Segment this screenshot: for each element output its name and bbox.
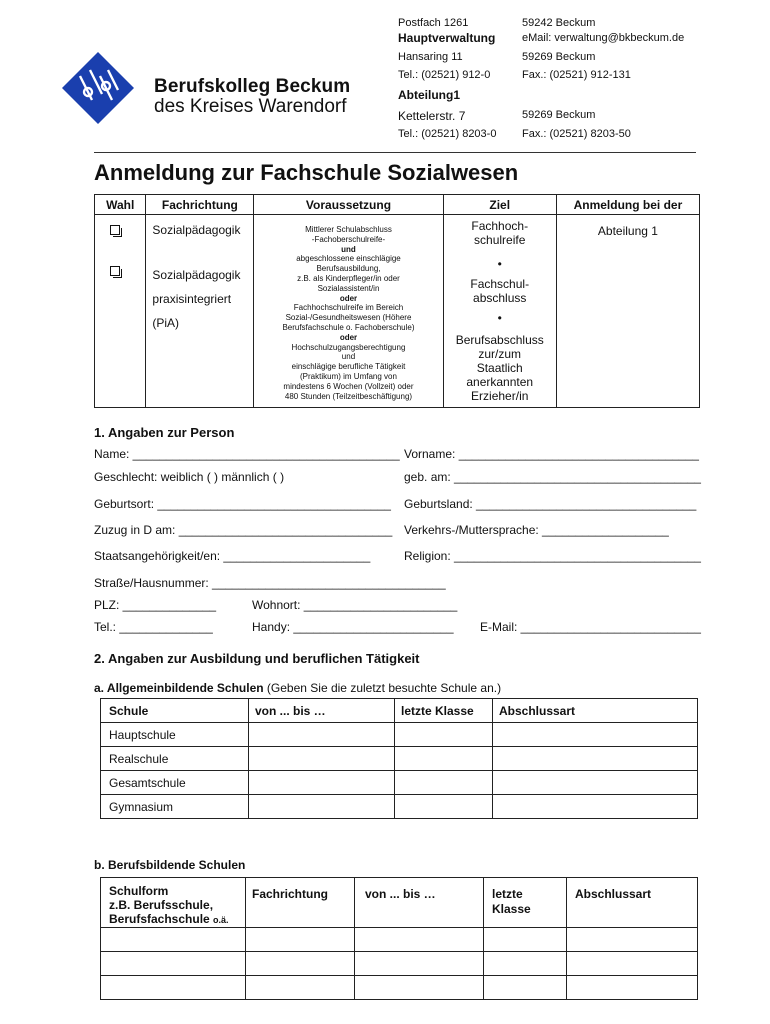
- table-row: [101, 723, 698, 747]
- input-cell[interactable]: [101, 952, 246, 976]
- requirement-line: und: [341, 244, 356, 254]
- voraussetzung-cell: [254, 215, 443, 408]
- input-cell[interactable]: [567, 976, 698, 1000]
- schulform-suffix: o.ä.: [213, 915, 229, 925]
- requirement-line: z.B. als Kinderpfleger/in oder: [297, 273, 400, 283]
- klasse-header: letzte Klasse: [395, 699, 493, 723]
- telefon-field[interactable]: Tel.: ______________: [94, 620, 213, 634]
- input-cell[interactable]: [395, 795, 493, 819]
- input-cell[interactable]: [249, 723, 395, 747]
- goal-line: Staatlich: [476, 361, 523, 375]
- contact-right-5: 59269 Beckum: [522, 109, 596, 121]
- requirement-line: (Praktikum) im Umfang von: [300, 371, 397, 381]
- contact-right-2: 59269 Beckum: [522, 51, 596, 63]
- klasse-b-line2: Klasse: [492, 902, 531, 916]
- wohnort-field[interactable]: Wohnort: _______________________: [252, 598, 458, 612]
- goal-line: schulreife: [474, 233, 526, 247]
- school-type-cell: Gymnasium: [101, 795, 249, 819]
- option-sozialpaedagogik: Sozialpädagogik: [152, 223, 241, 237]
- sub-b-heading: b. Berufsbildende Schulen: [94, 858, 246, 872]
- sprache-field[interactable]: Verkehrs-/Muttersprache: ___________________: [404, 523, 669, 537]
- requirement-line: oder: [339, 332, 358, 342]
- requirement-line: abgeschlossene einschlägige: [296, 254, 401, 264]
- col-fachrichtung: Fachrichtung: [146, 195, 254, 215]
- school-type-cell: Realschule: [101, 747, 249, 771]
- option-pia-line1: Sozialpädagogik: [152, 268, 241, 282]
- input-cell[interactable]: [493, 723, 698, 747]
- sub-a-title: a. Allgemeinbildende Schulen: [94, 681, 264, 695]
- table-row: [101, 976, 698, 1000]
- contact-left-2: Hansaring 11: [398, 51, 463, 63]
- name-field[interactable]: Name: ________________________________________: [94, 447, 400, 461]
- schulform-line2: z.B. Berufsschule,: [109, 898, 214, 912]
- logo-subtitle: des Kreises Warendorf: [154, 96, 347, 117]
- input-cell[interactable]: [246, 928, 355, 952]
- sub-a-note: (Geben Sie die zuletzt besuchte Schule an.): [263, 681, 502, 695]
- requirement-line: -Fachoberschulreife-: [311, 234, 386, 244]
- contact-right-6: Fax.: (02521) 8203-50: [522, 128, 631, 140]
- page-title: Anmeldung zur Fachschule Sozialwesen: [94, 160, 519, 185]
- input-cell[interactable]: [355, 928, 484, 952]
- input-cell[interactable]: [355, 976, 484, 1000]
- table-row: [101, 928, 698, 952]
- logo-title: Berufskolleg Beckum: [154, 76, 351, 97]
- requirement-line: Hochschulzugangsberechtigung: [291, 342, 406, 352]
- logo: [62, 52, 134, 124]
- school-type-cell: Hauptschule: [101, 723, 249, 747]
- contact-right-3: Fax.: (02521) 912-131: [522, 69, 631, 81]
- checkbox-sozialpaedagogik[interactable]: [110, 225, 120, 235]
- goal-line: •: [497, 257, 502, 271]
- input-cell[interactable]: [567, 928, 698, 952]
- requirement-line: Sozialassistent/in: [317, 283, 380, 293]
- contact-left-5: Kettelerstr. 7: [398, 109, 466, 123]
- school-type-cell: Gesamtschule: [101, 771, 249, 795]
- schule-header: Schule: [101, 699, 249, 723]
- schulform-line1: Schulform: [109, 884, 169, 898]
- contact-right-1: eMail: verwaltung@bkbeckum.de: [522, 32, 685, 44]
- col-wahl: Wahl: [95, 195, 146, 215]
- contact-right-0: 59242 Beckum: [522, 17, 596, 29]
- geburtsort-field[interactable]: Geburtsort: ___________________________________: [94, 497, 391, 511]
- input-cell[interactable]: [395, 771, 493, 795]
- table-row: [101, 771, 698, 795]
- input-cell[interactable]: [493, 747, 698, 771]
- input-cell[interactable]: [249, 771, 395, 795]
- contact-left-6: Tel.: (02521) 8203-0: [398, 128, 497, 140]
- input-cell[interactable]: [395, 747, 493, 771]
- zuzug-field[interactable]: Zuzug in D am: ________________________________: [94, 523, 393, 537]
- input-cell[interactable]: [246, 976, 355, 1000]
- col-voraussetzung: Voraussetzung: [254, 195, 443, 215]
- plz-field[interactable]: PLZ: ______________: [94, 598, 217, 612]
- anmeldung-cell: [556, 215, 699, 408]
- col-anmeldung: Anmeldung bei der: [556, 195, 699, 215]
- geburtsland-field[interactable]: Geburtsland: _________________________________: [404, 497, 697, 511]
- input-cell[interactable]: [484, 928, 567, 952]
- input-cell[interactable]: [101, 928, 246, 952]
- contact-left-3: Tel.: (02521) 912-0: [398, 69, 491, 81]
- requirement-line: oder: [339, 293, 358, 303]
- religion-field[interactable]: Religion: _____________________________________: [404, 549, 701, 563]
- anmeldung-value: Abteilung 1: [597, 224, 658, 238]
- handy-field[interactable]: Handy: ________________________: [252, 620, 454, 634]
- goal-line: Berufsabschluss: [455, 333, 544, 347]
- program-table: [94, 194, 700, 408]
- goal-line: Fachschul-: [470, 277, 530, 291]
- option-pia-line3: (PiA): [152, 316, 180, 330]
- contact-left-1: Hauptverwaltung: [398, 31, 496, 45]
- schulform-line3: Berufsfachschule: [109, 912, 210, 926]
- table-row: [101, 747, 698, 771]
- staatsangehoerigkeit-field[interactable]: Staatsangehörigkeit/en: ______________________: [94, 549, 371, 563]
- input-cell[interactable]: [484, 976, 567, 1000]
- input-cell[interactable]: [246, 952, 355, 976]
- requirement-line: 480 Stunden (Teilzeitbeschäftigung): [284, 391, 413, 401]
- requirement-line: Fachhochschulreife im Bereich: [293, 303, 404, 313]
- section2-heading: 2. Angaben zur Ausbildung und beruflichen Tätigkeit: [94, 651, 420, 666]
- contact-left-4: Abteilung1: [398, 88, 460, 102]
- wahl-cell: [95, 215, 146, 408]
- col-ziel: Ziel: [443, 195, 556, 215]
- goal-line: Erzieher/in: [471, 389, 529, 403]
- school-logo-icon: [62, 52, 134, 124]
- contact-left-0: Postfach 1261: [398, 17, 469, 29]
- goal-line: abschluss: [473, 291, 527, 305]
- section1-heading: 1. Angaben zur Person: [94, 425, 235, 440]
- table-row: [101, 795, 698, 819]
- geschlecht-field[interactable]: Geschlecht: weiblich ( ) männlich ( ): [94, 470, 285, 484]
- header-divider: [94, 152, 696, 153]
- table-row: [101, 952, 698, 976]
- requirement-line: Mittlerer Schulabschluss: [305, 225, 392, 234]
- goal-line: zur/zum: [478, 347, 522, 361]
- klasse-b-header: [484, 878, 567, 928]
- requirement-line: und: [341, 352, 356, 362]
- sub-a-heading: [94, 681, 501, 695]
- requirement-line: Berufsausbildung,: [316, 264, 381, 274]
- input-cell[interactable]: [395, 723, 493, 747]
- checkbox-pia[interactable]: [110, 266, 120, 276]
- option-pia-line2: praxisintegriert: [152, 292, 232, 306]
- geburtsdatum-field[interactable]: geb. am: _____________________________________: [404, 470, 701, 484]
- input-cell[interactable]: [101, 976, 246, 1000]
- input-cell[interactable]: [249, 795, 395, 819]
- input-cell[interactable]: [484, 952, 567, 976]
- abschluss-b-header: Abschlussart: [567, 878, 698, 928]
- requirement-line: mindestens 6 Wochen (Vollzeit) oder: [283, 381, 414, 391]
- vorname-field[interactable]: Vorname: ____________________________________: [404, 447, 699, 461]
- ziel-cell: [443, 215, 556, 408]
- goal-line: Fachhoch-: [471, 219, 529, 233]
- vocational-schools-table: [100, 877, 698, 1000]
- requirement-line: Berufsfachschule o. Fachoberschule): [282, 322, 415, 332]
- goal-line: anerkannten: [466, 375, 534, 389]
- goal-line: •: [497, 311, 502, 325]
- klasse-b-line1: letzte: [492, 887, 523, 901]
- schulform-header: [101, 878, 246, 928]
- requirement-line: Sozial-/Gesundheitswesen (Höhere: [285, 313, 412, 323]
- vonbis-header: von ... bis …: [249, 699, 395, 723]
- input-cell[interactable]: [249, 747, 395, 771]
- email-field[interactable]: E-Mail: ___________________________: [480, 620, 701, 634]
- fachrichtung-cell: [146, 215, 254, 408]
- requirement-line: einschlägige berufliche Tätigkeit: [291, 362, 406, 372]
- input-cell[interactable]: [355, 952, 484, 976]
- fachrichtung-header: Fachrichtung: [246, 878, 355, 928]
- general-schools-table: [100, 698, 698, 819]
- vonbis-b-header: von ... bis …: [355, 878, 484, 928]
- input-cell[interactable]: [493, 771, 698, 795]
- abschluss-header: Abschlussart: [493, 699, 698, 723]
- strasse-field[interactable]: Straße/Hausnummer: ___________________________________: [94, 576, 446, 590]
- input-cell[interactable]: [493, 795, 698, 819]
- input-cell[interactable]: [567, 952, 698, 976]
